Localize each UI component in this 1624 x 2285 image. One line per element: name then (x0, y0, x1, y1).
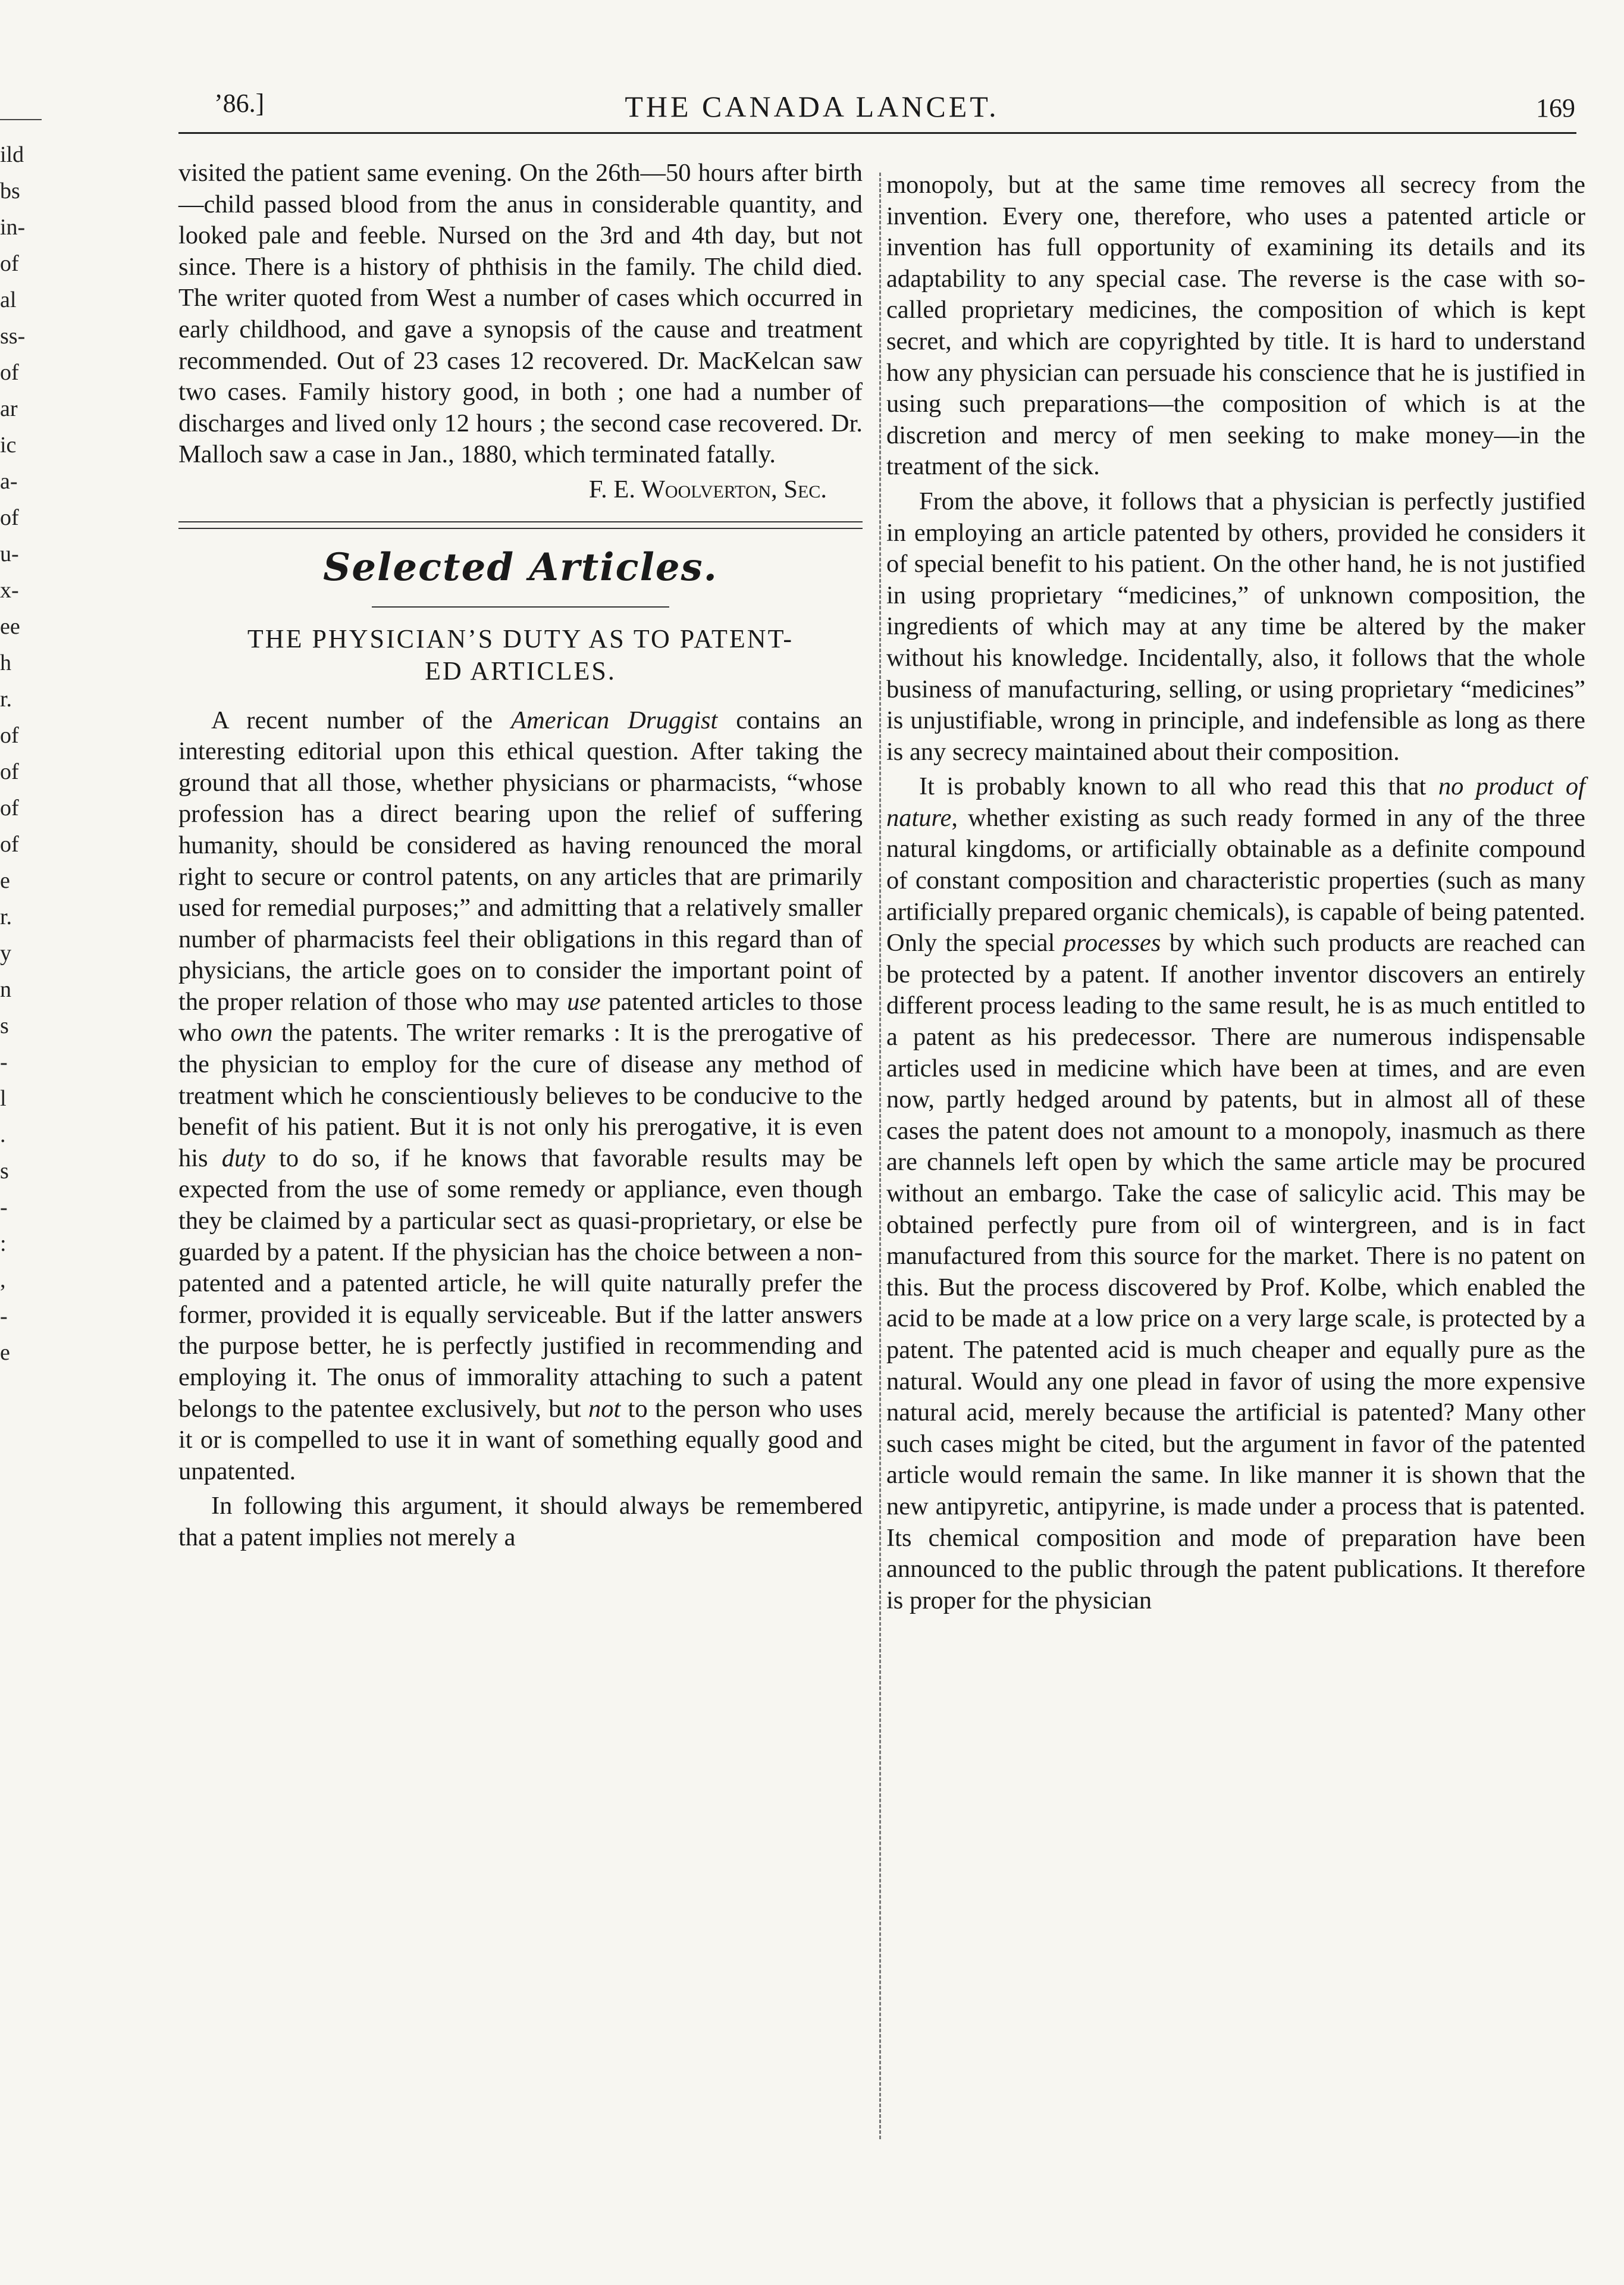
margin-fragment: e (0, 868, 10, 893)
margin-fragment: h (0, 650, 11, 675)
margin-fragment: in- (0, 215, 26, 240)
article-paragraph: In following this argument, it should always be remembered that a patent implies not merely a (178, 1492, 863, 1551)
left-column (178, 158, 863, 1554)
article-title-line: THE PHYSICIAN’S DUTY AS TO PATENT- (247, 624, 794, 653)
margin-fragment: u- (0, 541, 19, 566)
margin-fragment: r. (0, 687, 12, 712)
article-title-line: ED ARTICLES. (425, 656, 616, 686)
margin-fragment: e (0, 1340, 10, 1365)
margin-fragment: ss- (0, 324, 26, 349)
section-double-rule (178, 521, 863, 529)
margin-fragment: - (0, 1304, 8, 1329)
margin-fragment: bs (0, 179, 20, 204)
margin-fragment: of (0, 505, 19, 530)
margin-fragment: s (0, 1013, 9, 1038)
column-separator (879, 173, 881, 2139)
emphasis: use (567, 987, 601, 1016)
section-rule (372, 606, 669, 608)
margin-fragment: x- (0, 578, 19, 603)
margin-fragment: of (0, 832, 19, 857)
margin-fragment: n (0, 977, 11, 1002)
emphasis: not (588, 1394, 621, 1423)
margin-fragment: , (0, 1267, 6, 1292)
margin-fragment: y (0, 941, 11, 966)
running-title: THE CANADA LANCET. (625, 90, 999, 123)
journal-name: American Druggist (511, 706, 718, 734)
article-paragraph: monopoly, but at the same time removes all secrecy from the invention. Every one, therefore, who uses a patented article or invention has full opportunity of examining its details and its adaptability to any special case. The reverse is the case with so-called proprietary medicines, the composition of which is kept secret, and which are copyrighted by title. It is hard to understand how any physician can persuade his conscience that he is justified in using such preparations—the composition of which is at the discretion and mercy of men seeking to make money—in the treatment of the sick. (886, 171, 1585, 481)
margin-fragment: l (0, 1086, 7, 1111)
emphasis: duty (221, 1144, 265, 1172)
emphasis: own (230, 1019, 273, 1047)
emphasis: processes (1063, 929, 1161, 957)
header-year: ’86.] (214, 89, 265, 118)
signature: F. E. Woolverton, Sec. (588, 475, 827, 503)
margin-fragments (0, 137, 42, 1371)
margin-fragment: - (0, 1050, 8, 1075)
margin-fragment: ee (0, 614, 20, 639)
article-paragraph: A recent number of the American Druggist contains an interesting editorial upon this ethical question. After taking the ground that all those, whether physicians or pharmacists, “whose profession has a direct bearing upon the relief of suffering humanity, should be considered as having renounced the moral right to secure or control patents, on any articles that are primarily used for remedial purposes;” and admitting that a relatively smaller number of pharmacists feel their obligations in this regard than of physicians, the article goes on to consider the important point of the proper relation of those who may use patented articles to those who own the patents. The writer remarks : It is the prerogative of the physician to employ for the cure of disease any method of treatment which he conscientiously believes to be conducive to the benefit of his patient. But it is not only his prerogative, it is even his duty to do so, if he knows that favorable results may be expected from the use of some remedy or appliance, even though they be claimed by a particular sect as quasi-proprietary, or else be guarded by a patent. If the physician has the choice between a non-patented and a patented article, he will quite naturally prefer the former, provided it is equally serviceable. But if the latter answers the purpose better, he is perfectly justified in recommending and employing it. The onus of immorality attaching to such a patent belongs to the patentee exclusively, but not to the person who uses it or is compelled to use it in want of something equally good and unpatented. (178, 706, 863, 1485)
margin-fragment: ild (0, 142, 24, 167)
margin-fragment: of (0, 796, 19, 821)
right-column (886, 170, 1585, 1616)
header-rule (178, 132, 1576, 134)
margin-fragment: of (0, 360, 19, 385)
margin-fragment: - (0, 1195, 8, 1220)
section-heading: Selected Articles. (323, 544, 718, 590)
report-paragraph: visited the patient same evening. On the 26th—50 hours after birth—child passed blood from the anus in considerable quantity, and looked pale and feeble. Nursed on the 3rd and 4th day, but not since. There is a history of phthisis in the family. The child died. The writer quoted from West a number of cases which occurred in early childhood, and gave a synopsis of the cause and treatment recommended. Out of 23 cases 12 recovered. Dr. MacKelcan saw two cases. Family history good, in both ; one had a number of discharges and lived only 12 hours ; the second case recovered. Dr. Malloch saw a case in Jan., 1880, which terminated fatally. (178, 159, 863, 469)
margin-fragment: r. (0, 904, 12, 929)
margin-fragment: of (0, 251, 19, 276)
margin-fragment: . (0, 1122, 6, 1147)
margin-fragment: a- (0, 469, 18, 494)
margin-fragment: ic (0, 433, 17, 458)
emphasis: no product of nature (886, 772, 1585, 832)
article-paragraph: It is probably known to all who read this that no product of nature, whether existing as such ready formed in any of the three natural kingdoms, or artificially obtainable as a definite compound of constant composition and characteristic properties (such as many artificially prepared organic chemicals), is capable of being patented. Only the special processes by which such products are reached can be protected by a patent. If another inventor discovers an entirely different process leading to the same result, he is as much entitled to a patent as his predecessor. There are numerous indispensable articles used in medicine which have been at times, and are even now, partly hedged around by patents, but in almost all of these cases the patent does not amount to a monopoly, inasmuch as there are channels left open by which the same article may be procured without an embargo. Take the case of salicylic acid. This may be obtained perfectly pure from oil of wintergreen, and is in fact manufactured from this source for the market. There is no patent on this. But the process discovered by Prof. Kolbe, which enabled the acid to be made at a low price on a very large scale, is protected by a patent. The patented acid is much cheaper and equally pure as the natural. Would any one plead in favor of using the more expensive natural acid, merely because the artificial is patented? Many other such cases might be cited, but the argument in favor of the patented article would remain the same. In like manner it is shown that the new antipyretic, antipyrine, is made under a process that is patented. Its chemical composition and mode of preparation have been announced to the public through the patent publications. It therefore is proper for the physician (886, 772, 1585, 1614)
margin-fragment: al (0, 287, 17, 312)
margin-fragment: ar (0, 396, 18, 421)
margin-fragment: of (0, 759, 19, 784)
margin-fragment: : (0, 1231, 7, 1256)
page-number: 169 (1536, 93, 1575, 123)
article-title (178, 623, 863, 687)
margin-fragment: of (0, 723, 19, 748)
margin-fragment: s (0, 1159, 9, 1184)
article-paragraph: From the above, it follows that a physician is perfectly justified in employing an article patented by others, provided he considers it of special benefit to his patient. On the other hand, he is not justified in using proprietary “medicines,” of unknown composition, the ingredients of which may at any time be altered by the maker without his knowledge. Incidentally, also, it follows that the whole business of manufacturing, selling, or using proprietary “medicines” is unjustifiable, wrong in principle, and indefensible as long as there is any secrecy maintained about their composition. (886, 487, 1585, 766)
